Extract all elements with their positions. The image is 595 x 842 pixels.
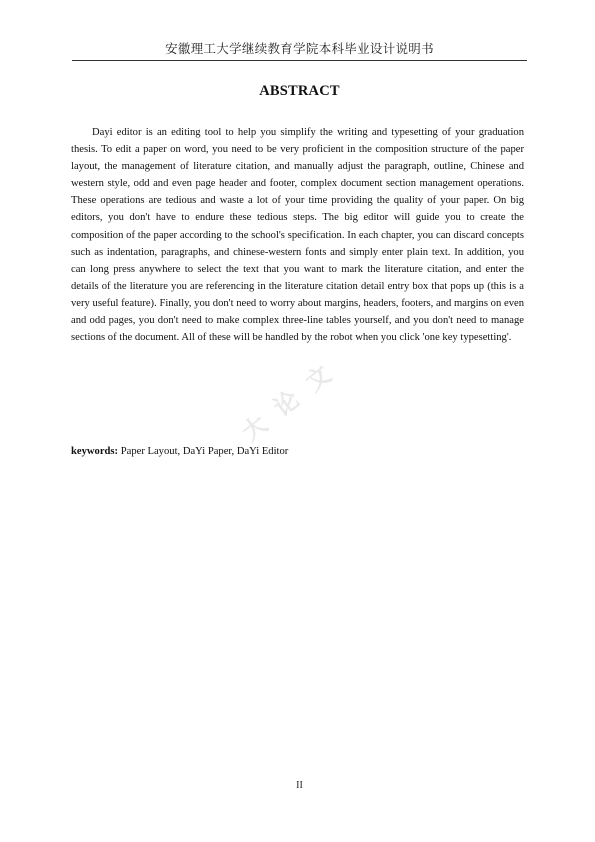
abstract-title: ABSTRACT [259, 83, 340, 99]
abstract-paragraph: Dayi editor is an editing tool to help you simplify the writing and typesetting of your graduation thesis. To edit a paper on word, you need to be very proficient in the composition structure of the paper layout, the management of literature citation, and manually adjust the paragraph, outline, Chinese and western style, odd and even page header and footer, complex document section management operations. These operations are tedious and waste a lot of your time providing the quality of your paper. On big editors, you don't have to endure these tedious steps. The big editor will guide you to create the composition of the paper according to the school's specification. In each chapter, you can discard concepts such as indentation, paragraphs, and chinese-western fonts and simply enter plain text. In addition, you can long press anywhere to select the text that you want to mark the literature citation, and enter the details of the literature you are referencing in the literature citation detail entry box that pops up (this is a very useful feature). Finally, you don't need to worry about margins, headers, footers, and margins on even and odd pages, you don't need to make complex three-line tables yourself, and you don't need to manage sections of the document. All of these will be handled by the robot when you click 'one key typesetting'. [71, 127, 524, 344]
header-rule [72, 60, 527, 61]
running-header: 安徽理工大学继续教育学院本科毕业设计说明书 [165, 41, 434, 56]
page-number: II [296, 780, 303, 791]
watermark-stamp: 大 论 文 [236, 357, 340, 447]
keywords-value: Paper Layout, DaYi Paper, DaYi Editor [118, 446, 289, 457]
keywords-line [71, 443, 524, 460]
keywords-label: keywords: [71, 446, 119, 457]
